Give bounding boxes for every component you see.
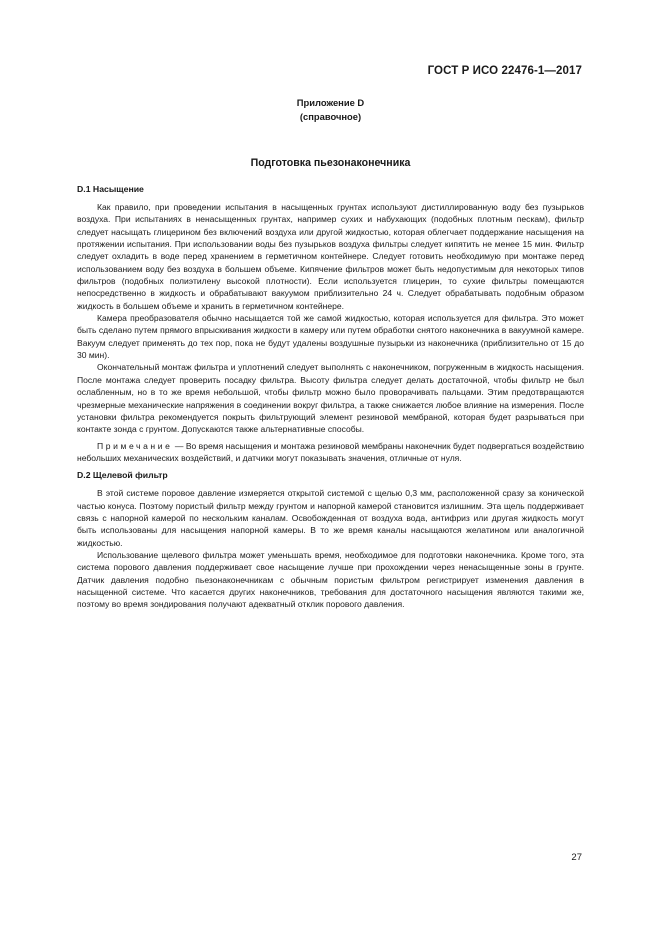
standard-designation: ГОСТ Р ИСО 22476-1—2017 [427, 65, 582, 77]
note-text: — Во время насыщения и монтажа резиновой мембраны наконечник будет подвергаться воздействию небольших механических воздействий, и датчики могут показывать значения, отличные от нуля. [77, 440, 584, 463]
note-label: Примечание [97, 440, 173, 451]
page-number: 27 [571, 852, 582, 863]
annex-heading [0, 96, 661, 124]
section-heading-d2: D.2 Щелевой фильтр [77, 470, 168, 481]
annex-title: Приложение D [296, 97, 365, 108]
note [77, 440, 584, 465]
section-heading-d1: D.1 Насыщение [77, 184, 144, 194]
paragraph: Камера преобразователя обычно насыщается той же самой жидкостью, которая используется для фильтра. Это может быть сделано путем прямого впрыскивания жидкости в камеру или путем обработки снятого наконечника в вакуумной камере. Вакуум следует применять до тех пор, пока не будут удалены воздушные пузырьки из наконечника (приблизительно от 15 до 30 мин). [77, 313, 584, 361]
paragraph: В этой системе поровое давление измеряется открытой системой с щелью 0,3 мм, расположенной сразу за конической частью конуса. Поэтому пористый фильтр между грунтом и напорной камерой становится излишним. Эта щель поддерживает связь с напорной камерой по нескольким каналам. Освобожденная от воздуха вода, антифриз или другая жидкость могут быть использованы для насыщения напорной камеры. В то же время каналы насыщаются желатином или аналогичной жидкостью. [77, 488, 584, 548]
document-title: Подготовка пьезонаконечника [250, 157, 411, 169]
document-body [77, 183, 584, 611]
paragraph: Окончательный монтаж фильтра и уплотнений следует выполнять с наконечником, погруженным в жидкость насыщения. После монтажа следует проверить посадку фильтра. Высоту фильтра следует делать достаточной, чтобы фильтр не был ослабленным, но в то же время небольшой, чтобы фильтр можно было проворачивать пальцами. Этим предотвращаются чрезмерные механические напряжения в соединении вокруг фильтра, а также снижается любое влияние на измерения. После установки фильтра рекомендуется покрыть фильтрующий элемент резиновой мембраной, которая будет разрываться при контакте зонда с грунтом. Допускаются также альтернативные способы. [77, 362, 584, 435]
paragraph: Использование щелевого фильтра может уменьшать время, необходимое для подготовки наконечника. Кроме того, эта система порового давления поддерживает свое насыщение лучше при прохождении через ненасыщенные зоны в грунте. Датчик давления подобно пьезонаконечникам с обычным пористым фильтром регистрирует изменения давления в насыщенной системе. Что касается других наконечников, требования для достаточного насыщения являются такими же, поэтому во время зондирования получают адекватный отклик порового давления. [77, 549, 584, 610]
paragraph: Как правило, при проведении испытания в насыщенных грунтах используют дистиллированную воду без пузырьков воздуха. При испытаниях в ненасыщенных грунтах, например сухих и набухающих (подобных плотным пескам), фильтр следует насыщать глицерином без включений воздуха или другой жидкостью, которая облегчает поддержание насыщения на протяжении испытания. При использовании воды без пузырьков воздуха фильтры следует кипятить не менее 15 мин. Фильтр следует охладить в воде перед хранением в герметичном контейнере. Следует готовить необходимую при монтаже перед использованием воду без воздуха в большем объеме. Кипячение фильтров может быть недопустимым для некоторых типов фильтров (подобных полиэтилену высокой плотности). Если используется глицерин, то сухие фильтры помещаются непосредственно в жидкость и обрабатывают вакуумом приблизительно 24 ч. Следует обрабатывать подобным образом жидкость в большем объеме и хранить в герметичном контейнере. [77, 202, 584, 311]
annex-subtitle: (справочное) [299, 111, 362, 122]
